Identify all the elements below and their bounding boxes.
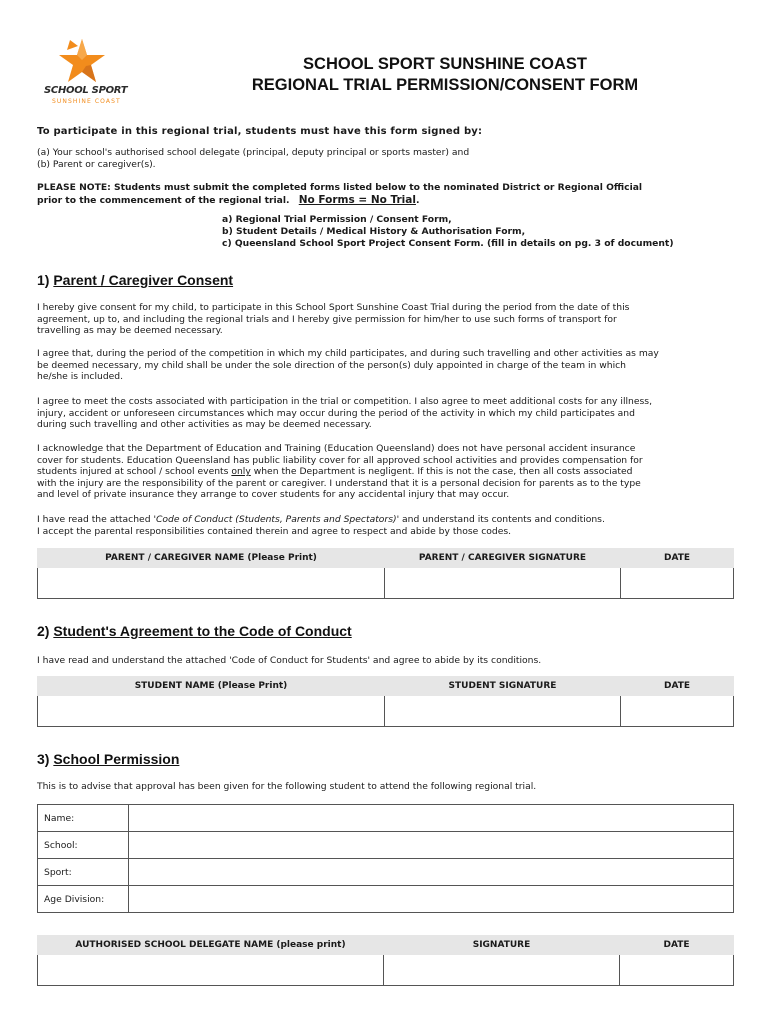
- student-details-table: [37, 804, 734, 913]
- delegate-date-field[interactable]: [620, 955, 734, 986]
- title-line-2: REGIONAL TRIAL PERMISSION/CONSENT FORM: [251, 76, 639, 94]
- column-header: DATE: [620, 936, 734, 955]
- code-of-conduct-reference: 'Code of Conduct (Students, Parents and Spectators)': [153, 514, 400, 525]
- parent-name-field[interactable]: [38, 568, 385, 599]
- required-form-a: a) Regional Trial Permission / Consent Form,: [222, 214, 452, 225]
- please-note-line-1: PLEASE NOTE: Students must submit the completed forms listed below to the nominated District or Regional Official: [37, 182, 643, 193]
- paragraph-line: during such travelling and other activities as may be deemed necessary.: [37, 419, 372, 431]
- consent-paragraph-2: [37, 348, 747, 383]
- field-label-sport: Sport:: [38, 859, 129, 886]
- section-2-heading: [37, 623, 352, 639]
- text-run: and understand its contents and conditions.: [399, 514, 605, 525]
- student-signature-table: [37, 676, 734, 727]
- paragraph-line: I accept the parental responsibilities contained therein and agree to respect and abide by those codes.: [37, 525, 512, 537]
- section-title: Parent / Caregiver Consent: [53, 272, 234, 288]
- section-1-heading: [37, 272, 233, 288]
- section-title: School Permission: [53, 751, 180, 767]
- consent-paragraph-3: [37, 396, 747, 431]
- school-sport-logo: [38, 38, 128, 110]
- column-header: PARENT / CAREGIVER NAME (Please Print): [38, 549, 385, 568]
- field-label-age-division: Age Division:: [38, 886, 129, 913]
- delegate-signature-field[interactable]: [384, 955, 620, 986]
- no-forms-no-trial: No Forms = No Trial: [298, 194, 416, 206]
- paragraph-line: [37, 514, 747, 526]
- column-header: DATE: [621, 677, 734, 696]
- column-header: DATE: [621, 549, 734, 568]
- student-agreement-text: I have read and understand the attached 'Code of Conduct for Students' and agree to abide by its conditions.: [37, 655, 542, 666]
- intro-heading: To participate in this regional trial, students must have this form signed by:: [37, 126, 483, 137]
- section-number: 3): [37, 751, 50, 767]
- column-header: PARENT / CAREGIVER SIGNATURE: [385, 549, 621, 568]
- school-permission-text: This is to advise that approval has been given for the following student to attend the following regional trial.: [37, 781, 537, 792]
- section-3-heading: [37, 751, 179, 767]
- student-name-field[interactable]: [38, 696, 385, 727]
- required-form-c: c) Queensland School Sport Project Consent Form. (fill in details on pg. 3 of document): [222, 238, 674, 249]
- consent-paragraph-1: [37, 302, 747, 337]
- section-title: Student's Agreement to the Code of Conduct: [53, 623, 352, 639]
- text-run: when the Department is negligent. If this is not the case, then all costs associated: [250, 466, 633, 478]
- required-form-b: b) Student Details / Medical History & Authorisation Form,: [222, 226, 526, 237]
- star-logo-icon: [56, 38, 108, 84]
- section-number: 1): [37, 272, 50, 288]
- student-date-field[interactable]: [621, 696, 734, 727]
- field-label-school: School:: [38, 832, 129, 859]
- column-header: STUDENT SIGNATURE: [385, 677, 621, 696]
- form-title: [160, 54, 730, 96]
- paragraph-line: with the injury are the responsibility of the parent or caregiver. I understand that it is a personal decision for parents as to the type: [37, 477, 641, 489]
- paragraph-line: I hereby give consent for my child, to participate in this School Sport Sunshine Coast Trial during the period from the date of this: [37, 302, 630, 313]
- parent-date-field[interactable]: [621, 568, 734, 599]
- logo-text: SCHOOL SPORT: [44, 85, 128, 96]
- parent-signature-field[interactable]: [385, 568, 621, 599]
- logo-subtext: SUNSHINE COAST: [52, 98, 121, 105]
- column-header: STUDENT NAME (Please Print): [38, 677, 385, 696]
- intro-item-b: (b) Parent or caregiver(s).: [37, 159, 156, 170]
- field-label-name: Name:: [38, 805, 129, 832]
- age-division-input[interactable]: [129, 886, 734, 913]
- paragraph-line: [37, 466, 747, 478]
- delegate-name-field[interactable]: [38, 955, 384, 986]
- student-signature-field[interactable]: [385, 696, 621, 727]
- emphasis-only: only: [231, 466, 251, 478]
- sport-input[interactable]: [129, 859, 734, 886]
- consent-paragraph-4: [37, 443, 747, 501]
- paragraph-line: I agree that, during the period of the competition in which my child participates, and during such travelling and other activities as may: [37, 348, 659, 359]
- please-note-line-2: prior to the commencement of the regional trial. No Forms = No Trial.: [37, 194, 420, 206]
- paragraph-line: agreement, up to, and including the regional trials and I hereby give permission for him/her to use such forms of transport for: [37, 313, 617, 325]
- school-input[interactable]: [129, 832, 734, 859]
- please-note-text: prior to the commencement of the regional trial.: [37, 195, 290, 206]
- column-header: SIGNATURE: [384, 936, 620, 955]
- column-header: AUTHORISED SCHOOL DELEGATE NAME (please print): [38, 936, 384, 955]
- paragraph-line: I acknowledge that the Department of Education and Training (Education Queensland) does not have personal accident insurance: [37, 443, 636, 454]
- consent-paragraph-5: [37, 514, 747, 537]
- paragraph-line: cover for students. Education Queensland has public liability cover for all approved school activities and provides compensation for: [37, 454, 643, 466]
- paragraph-line: I agree to meet the costs associated with participation in the trial or competition. I also agree to meet additional costs for any illness,: [37, 396, 653, 407]
- text-run: I have read the attached: [37, 514, 154, 525]
- paragraph-line: travelling as may be deemed necessary.: [37, 325, 223, 337]
- delegate-signature-table: [37, 935, 734, 986]
- paragraph-line: and level of private insurance they arrange to cover students for any accidental injury that may occur.: [37, 489, 510, 501]
- text-run: students injured at school / school events: [37, 466, 232, 478]
- intro-item-a: (a) Your school's authorised school delegate (principal, deputy principal or sports master) and: [37, 147, 470, 158]
- paragraph-line: be deemed necessary, my child shall be under the sole direction of the person(s) duly appointed in charge of the team in which: [37, 359, 626, 371]
- parent-signature-table: [37, 548, 734, 599]
- paragraph-line: injury, accident or unforeseen circumstances which may occur during the period of the activity in which my child participates and: [37, 407, 635, 419]
- name-input[interactable]: [129, 805, 734, 832]
- paragraph-line: he/she is included.: [37, 371, 124, 383]
- title-line-1: SCHOOL SPORT SUNSHINE COAST: [303, 55, 587, 73]
- section-number: 2): [37, 623, 50, 639]
